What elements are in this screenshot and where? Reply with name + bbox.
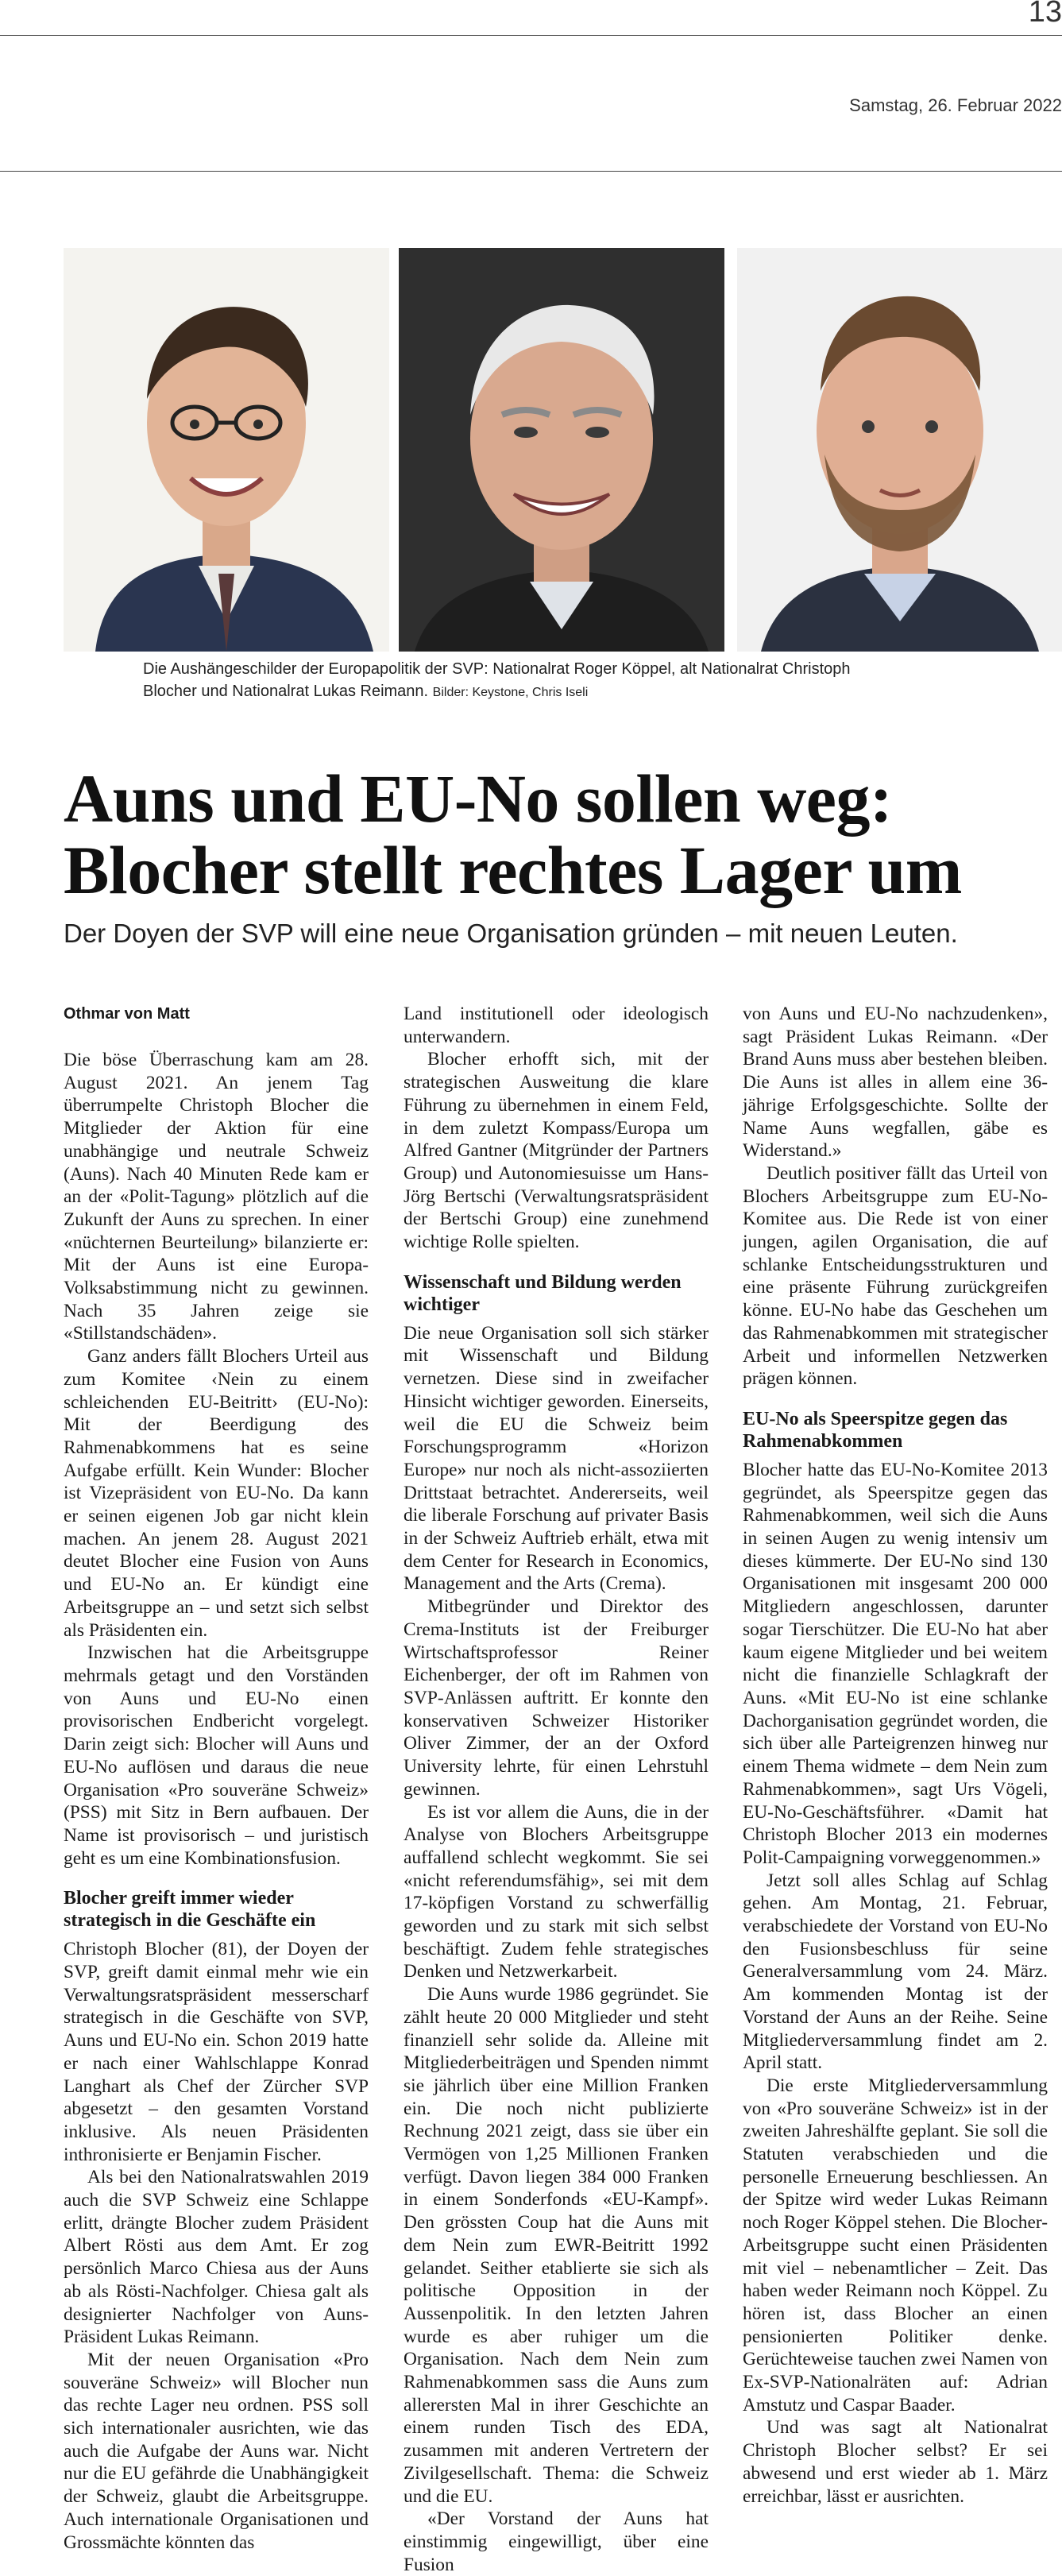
- paragraph: Mitbegründer und Direktor des Crema-Instituts ist der Freiburger Wirtschaftsprofessor Reiner Eichenberger, der oft im Rahmen von SVP-Anlässen auftritt. Er konnte den konservativen Schweizer Historiker Oliver Zimmer, der an der Oxford University lehrte, für einen Lehrstuhl gewinnen.: [404, 1596, 709, 1800]
- photo-christoph-blocher: [399, 248, 724, 652]
- paragraph: Blocher erhofft sich, mit der strategischen Ausweitung die klare Führung zu übernehmen in einem Feld, in dem zuletzt Kompass/Europa um Alfred Gantner (Mitgründer der Partners Group) und Autonomiesuisse um Hans-Jörg Bertschi (Verwaltungsratspräsident der Bertschi Group) eine zunehmend wichtige Rolle spielten.: [404, 1049, 709, 1253]
- paragraph: von Auns und EU-No nachzudenken», sagt Präsident Lukas Reimann. «Der Brand Auns muss aber bestehen bleiben. Die Auns ist alles in allem eine 36-jährige Erfolgsgeschichte. Sollte der Name Auns wegfallen, gäbe es Widerstand.»: [743, 1004, 1048, 1162]
- photo-lukas-reimann: [737, 248, 1062, 652]
- paragraph: Inzwischen hat die Arbeitsgruppe mehrmals getagt und den Vorständen von Auns und EU-No einen provisorischen Endbericht vorgelegt. Darin zeigt sich: Blocher will Auns und EU-No auflösen und daraus die neue Organisation «Pro souveräne Schweiz» (PSS) mit Sitz in Bern aufbauen. Der Name ist provisorisch – und juristisch geht es um eine Kombinationsfusion.: [64, 1642, 369, 1869]
- subheading: Wissenschaft und Bildung werden wichtiger: [404, 1271, 682, 1315]
- subheading: EU-No als Speerspitze gegen das Rahmenabkommen: [743, 1408, 1008, 1452]
- caption-text: Die Aushängeschilder der Europapolitik der SVP: Nationalrat Roger Köppel, alt Nationalrat Christoph Blocher und Nationalrat Lukas Reimann.: [143, 660, 851, 700]
- paragraph: Christoph Blocher (81), der Doyen der SVP, greift damit einmal mehr wie ein Verwaltungsratspräsident messerscharf strategisch in die Geschäfte von SVP, Auns und EU-No ein. Schon 2019 hatte er nach einer Wahlschlappe Konrad Langhart als Chef der Zürcher SVP abgesetzt – den gesamten Vorstand inklusive. Als neuen Präsidenten inthronisierte er Benjamin Fischer.: [64, 1939, 369, 2165]
- caption-credit: Bilder: Keystone, Chris Iseli: [432, 686, 589, 699]
- paragraph: Land institutionell oder ideologisch unterwandern.: [404, 1004, 709, 1047]
- paragraph: Und was sagt alt Nationalrat Christoph Blocher selbst? Er sei abwesend und erst wieder ab 1. März erreichbar, lässt er ausrichten.: [743, 2417, 1048, 2507]
- author-byline: Othmar von Matt: [64, 1005, 190, 1023]
- paragraph: Die erste Mitgliederversammlung von «Pro souveräne Schweiz» ist in der zweiten Jahreshälfte geplant. Sie soll die Statuten verabschieden und die personelle Erneuerung beschliessen. An der Spitze wird weder Lukas Reimann noch Roger Köppel stehen. Die Blocher-Arbeitsgruppe sucht einen Präsidenten mit viel – nebenamtlicher – Zeit. Das haben weder Reimann noch Köppel. Zu hören ist, dass Blocher an einen pensionierten Politiker denke. Gerüchteweise tauchen zwei Namen von Ex-SVP-Nationalräten auf: Adrian Amstutz und Caspar Baader.: [743, 2075, 1048, 2415]
- article-column-1: [64, 1003, 369, 2554]
- paragraph: Die böse Überraschung kam am 28. August 2021. An jenem Tag überrumpelte Christoph Blocher die Mitglieder der Aktion für eine unabhängige und neutrale Schweiz (Auns). Nach 40 Minuten Rede kam er an der «Polit-Tagung» plötzlich auf die Zukunft der Auns zu sprechen. In einer «nüchternen Beurteilung» bilanzierte er: Mit der Auns ist eine Europa-Volksabstimmung nicht zu gewinnen. Nach 35 Jahren zeige sie «Stillstandschäden».: [64, 1050, 369, 1344]
- photo-roger-koeppel: [64, 248, 389, 652]
- paragraph: Blocher hatte das EU-No-Komitee 2013 gegründet, als Speerspitze gegen das Rahmenabkommen, weil sich die Auns in seinen Augen zu wenig intensiv um dieses kümmerte. Der EU-No sind 130 Organisationen mit insgesamt 200 000 Mitgliedern angeschlossen, darunter sogar Tierschützer. Die EU-No hat aber kaum eigene Mitglieder und bei weitem nicht die finanzielle Schlagkraft der Auns. «Mit EU-No ist eine schlanke Dachorganisation gegründet worden, die sich über alle Parteigrenzen hinweg nur einem Thema widmete – dem Nein zum Rahmenabkommen», sagt Urs Vögeli, EU-No-Geschäftsführer. «Damit hat Christoph Blocher 2013 ein modernes Polit-Campaigning vorweggenommen.»: [743, 1459, 1048, 1868]
- paragraph: Mit der neuen Organisation «Pro souveräne Schweiz» will Blocher nun das rechte Lager neu ordnen. PSS soll sich internationaler ausrichten, wie das auch die Aufgabe der Auns war. Nicht nur die EU gefährde die Unabhängigkeit der Schweiz, glaubt die Arbeitsgruppe. Auch internationale Organisationen und Grossmächte könnten das: [64, 2349, 369, 2553]
- issue-date: Samstag, 26. Februar 2022: [849, 95, 1062, 115]
- article-column-3: [743, 1003, 1048, 2508]
- article-column-2: [404, 1003, 709, 2576]
- headline-line-1: Auns und EU-No sollen weg:: [64, 760, 893, 837]
- header-divider: [0, 171, 1062, 172]
- photo-caption: [143, 658, 890, 704]
- paragraph: Jetzt soll alles Schlag auf Schlag gehen. Am Montag, 21. Februar, verabschiedete der Vorstand von EU-No den Fusionsbeschluss für seine Generalversammlung vom 24. März. Am kommenden Montag ist der Vorstand der Auns an der Reihe. Seine Mitgliederversammlung findet am 2. April statt.: [743, 1870, 1048, 2074]
- paragraph: Deutlich positiver fällt das Urteil von Blochers Arbeitsgruppe zum EU-No-Komitee aus. Die Rede ist von einer jungen, agilen Organisation, die auf schlanke Entscheidungsstrukturen und eine präsente Führung zurückgreifen könne. EU-No habe das Geschehen um das Rahmenabkommen mit strategischer Arbeit und informellen Netzwerken prägen können.: [743, 1162, 1048, 1390]
- article-headline: [64, 760, 1041, 908]
- top-divider: [0, 35, 1062, 36]
- headline-line-2: Blocher stellt rechtes Lager um: [64, 832, 962, 908]
- page-number: 13: [1028, 0, 1062, 29]
- paragraph: Ganz anders fällt Blochers Urteil aus zum Komitee ‹Nein zu einem schleichenden EU-Beitritt› (EU-No): Mit der Beerdigung des Rahmenabkommens hat es seine Aufgabe erfüllt. Kein Wunder: Blocher ist Vizepräsident von EU-No. Da kann er seinen eigenen Job gar nicht klein machen. An jenem 28. August 2021 deutet Blocher eine Fusion von Auns und EU-No an. Er kündigt eine Arbeitsgruppe an – und setzt sich selbst als Präsidenten ein.: [64, 1346, 369, 1641]
- paragraph: Es ist vor allem die Auns, die in der Analyse von Blochers Arbeitsgruppe auffallend schlecht wegkommt. Sie sei «nicht referendumsfähig», sei mit dem 17-köpfigen Vorstand zu schwerfällig geworden und zu stark mit sich selbst beschäftigt. Zudem fehle strategisches Denken und Netzwerkarbeit.: [404, 1801, 709, 1982]
- paragraph: Die neue Organisation soll sich stärker mit Wissenschaft und Bildung vernetzen. Diese sind in zweifacher Hinsicht wichtiger geworden. Einerseits, weil die EU die Schweiz beim Forschungsprogramm «Horizon Europe» nur noch als nicht-assoziierten Drittstaat betrachtet. Andererseits, weil die liberale Forschung auf privater Basis in der Schweiz Auftrieb erhält, etwa mit dem Center for Research in Economics, Management and the Arts (Crema).: [404, 1322, 709, 1595]
- article-lead: Der Doyen der SVP will eine neue Organisation gründen – mit neuen Leuten.: [64, 919, 958, 948]
- paragraph: Als bei den Nationalratswahlen 2019 auch die SVP Schweiz eine Schlappe erlitt, drängte Blocher zudem Präsident Albert Rösti aus dem Amt. Er zog persönlich Marco Chiesa aus der Auns ab als Rösti-Nachfolger. Chiesa galt als designierter Nachfolger von Auns-Präsident Lukas Reimann.: [64, 2167, 369, 2348]
- paragraph: «Der Vorstand der Auns hat einstimmig eingewilligt, über eine Fusion: [404, 2508, 709, 2575]
- subheading: Blocher greift immer wieder strategisch in die Geschäfte ein: [64, 1888, 316, 1932]
- paragraph: Die Auns wurde 1986 gegründet. Sie zählt heute 20 000 Mitglieder und steht finanziell sehr solide da. Alleine mit Mitgliederbeiträgen und Spenden nimmt sie jährlich über eine Million Franken ein. Die noch nicht publizierte Rechnung 2021 zeigt, dass sie über ein Vermögen von 1,25 Millionen Franken verfügt. Davon liegen 384 000 Franken in einem Sonderfonds «EU-Kampf». Den grössten Coup hat die Auns mit dem Nein zum EWR-Beitritt 1992 gelandet. Seither etablierte sie sich als politische Opposition in der Aussenpolitik. In den letzten Jahren wurde es aber ruhiger um die Organisation. Nach dem Nein zum Rahmenabkommen sass die Auns zum allerersten Mal in ihrer Geschichte an einem runden Tisch des EDA, zusammen mit anderen Vertretern der Zivilgesellschaft. Thema: die Schweiz und die EU.: [404, 1984, 709, 2507]
